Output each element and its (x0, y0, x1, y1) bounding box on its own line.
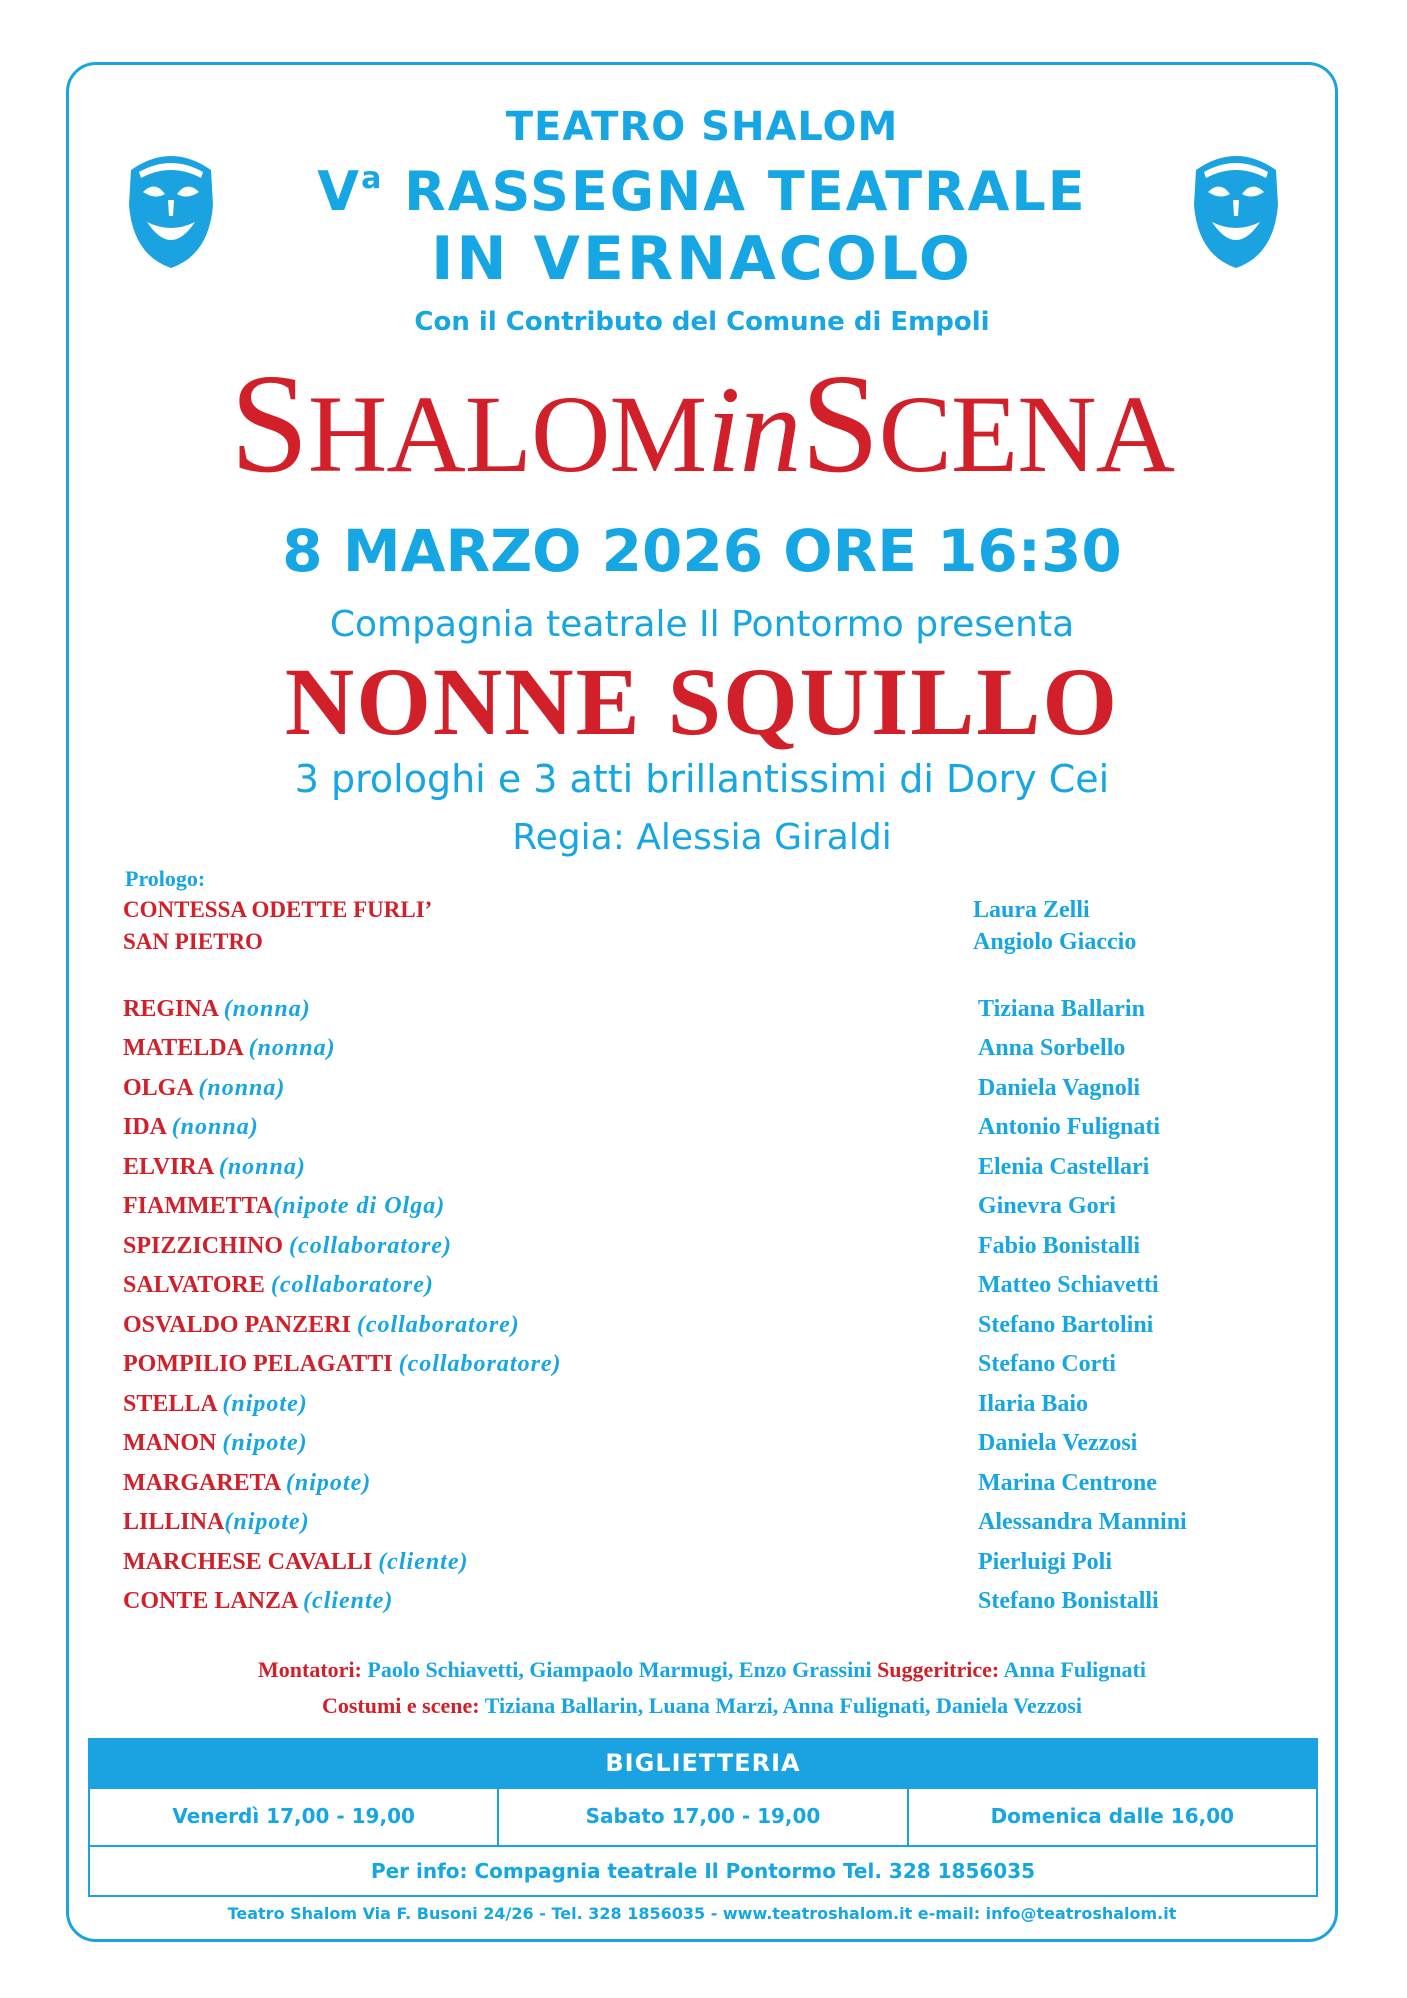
cast-row (123, 1588, 1253, 1618)
festival-title-line1 (66, 160, 1338, 223)
footer-contacts: Teatro Shalom Via F. Busoni 24/26 - Tel. 328 1856035 - www.teatroshalom.it e-mail: info@teatroshalom.it (227, 1904, 1177, 1923)
role-name: MANON (nipote) (123, 1430, 308, 1456)
role-note: (nipote) (222, 1391, 308, 1417)
hours-sunday: Domenica dalle 16,00 (990, 1804, 1235, 1828)
role-note: (nonna) (248, 1035, 336, 1061)
costumes-names: Tiziana Ballarin, Luana Marzi, Anna Fulignati, Daniela Vezzosi (484, 1693, 1083, 1718)
actor-name: Elenia Castellari (978, 1154, 1150, 1180)
presenter-line: Compagnia teatrale Il Pontormo presenta (329, 604, 1075, 645)
brand-in: in (706, 361, 801, 498)
role-name: MARCHESE CAVALLI (cliente) (123, 1549, 469, 1575)
role-name: LILLINA(nipote) (123, 1509, 310, 1535)
cast-row (123, 1351, 1253, 1381)
actor-name: Angiolo Giaccio (973, 929, 1137, 955)
hours-friday: Venerdì 17,00 - 19,00 (90, 1789, 499, 1845)
festival-ordinal: V (317, 160, 362, 223)
cast-row (123, 1154, 1253, 1184)
cast-row (123, 1114, 1253, 1144)
role-note: (nipote di Olga) (273, 1193, 446, 1219)
theatre-name: TEATRO SHALOM (505, 104, 899, 150)
actor-name: Anna Sorbello (978, 1035, 1126, 1061)
cast-row (123, 1509, 1253, 1539)
event-date-time: 8 MARZO 2026 ORE 16:30 (282, 517, 1122, 585)
role-note: (nonna) (171, 1114, 259, 1140)
role-name: MATELDA (nonna) (123, 1035, 336, 1061)
cast-row (123, 1312, 1253, 1342)
festival-title-line2: IN VERNACOLO (431, 224, 973, 294)
cast-row (123, 996, 1253, 1026)
role-note: (nonna) (223, 996, 311, 1022)
cast-row (123, 1233, 1253, 1263)
role-name: CONTESSA ODETTE FURLI’ (123, 897, 433, 922)
mounters-names: Paolo Schiavetti, Giampaolo Marmugi, Enzo Grassini (367, 1657, 878, 1682)
role-note: (nipote) (224, 1509, 310, 1535)
actor-name: Laura Zelli (973, 897, 1090, 923)
role-name: OSVALDO PANZERI (collaboratore) (123, 1312, 520, 1338)
role-note: (collaboratore) (356, 1312, 520, 1338)
box-office-title: BIGLIETTERIA (88, 1738, 1318, 1789)
role-name: SALVATORE (collaboratore) (123, 1272, 434, 1298)
actor-name: Marina Centrone (978, 1470, 1157, 1496)
prompter-label: Suggeritrice: (877, 1657, 1004, 1682)
prologue-row (123, 897, 1253, 927)
cast-row (123, 1035, 1253, 1065)
crew-credits-line1 (66, 1657, 1338, 1683)
role-name: CONTE LANZA (cliente) (123, 1588, 394, 1614)
role-name: FIAMMETTA(nipote di Olga) (123, 1193, 446, 1219)
cast-row (123, 1391, 1253, 1421)
actor-name: Fabio Bonistalli (978, 1233, 1141, 1259)
cast-row (123, 1075, 1253, 1105)
actor-name: Ilaria Baio (978, 1391, 1089, 1417)
role-note: (collaboratore) (289, 1233, 453, 1259)
role-name: STELLA (nipote) (123, 1391, 308, 1417)
prompter-name: Anna Fulignati (1003, 1657, 1146, 1682)
cast-row (123, 1430, 1253, 1460)
actor-name: Stefano Corti (978, 1351, 1116, 1377)
contribution-note: Con il Contributo del Comune di Empoli (414, 307, 990, 337)
actor-name: Daniela Vagnoli (978, 1075, 1141, 1101)
role-note: (collaboratore) (398, 1351, 562, 1377)
festival-ordinal-suffix: a (361, 161, 384, 196)
role-name: POMPILIO PELAGATTI (collaboratore) (123, 1351, 562, 1377)
festival-title-rest: RASSEGNA TEATRALE (383, 160, 1087, 223)
role-note: (collaboratore) (270, 1272, 434, 1298)
role-note: (cliente) (378, 1549, 469, 1575)
cast-row (123, 1193, 1253, 1223)
brand-logo-text (66, 344, 1338, 502)
brand-initial-s: S (229, 344, 308, 502)
actor-name: Pierluigi Poli (978, 1549, 1112, 1575)
crew-credits-line2 (66, 1693, 1338, 1719)
brand-scena: CENA (878, 373, 1175, 495)
box-office-hours (88, 1789, 1318, 1847)
actor-name: Stefano Bonistalli (978, 1588, 1159, 1614)
show-title: NONNE SQUILLO (284, 648, 1120, 755)
role-note: (nipote) (285, 1470, 372, 1496)
role-name: OLGA (nonna) (123, 1075, 286, 1101)
cast-row (123, 1549, 1253, 1579)
actor-name: Matteo Schiavetti (978, 1272, 1159, 1298)
prologue-label: Prologo: (125, 866, 206, 891)
prologue-row (123, 929, 1253, 959)
role-name: IDA (nonna) (123, 1114, 259, 1140)
role-name: MARGARETA (nipote) (123, 1470, 372, 1496)
director-credit: Regia: Alessia Giraldi (512, 817, 892, 858)
brand-shalom: HALOM (307, 373, 707, 495)
role-name: SAN PIETRO (123, 929, 263, 954)
cast-row (123, 1272, 1253, 1302)
role-name: REGINA (nonna) (123, 996, 311, 1022)
info-contact: Per info: Compagnia teatrale Il Pontormo Tel. 328 1856035 (88, 1847, 1318, 1897)
actor-name: Antonio Fulignati (978, 1114, 1161, 1140)
brand-initial-s2: S (800, 344, 879, 502)
actor-name: Alessandra Mannini (978, 1509, 1187, 1535)
role-name: SPIZZICHINO (collaboratore) (123, 1233, 453, 1259)
role-name: ELVIRA (nonna) (123, 1154, 306, 1180)
actor-name: Ginevra Gori (978, 1193, 1116, 1219)
show-subtitle: 3 prologhi e 3 atti brillantissimi di Dory Cei (294, 757, 1110, 801)
hours-saturday: Sabato 17,00 - 19,00 (499, 1789, 908, 1845)
actor-name: Stefano Bartolini (978, 1312, 1154, 1338)
actor-name: Daniela Vezzosi (978, 1430, 1138, 1456)
role-note: (nonna) (218, 1154, 306, 1180)
cast-row (123, 1470, 1253, 1500)
mounters-label: Montatori: (258, 1657, 368, 1682)
role-note: (nipote) (222, 1430, 308, 1456)
role-note: (cliente) (303, 1588, 394, 1614)
costumes-label: Costumi e scene: (321, 1693, 485, 1718)
role-note: (nonna) (198, 1075, 286, 1101)
actor-name: Tiziana Ballarin (978, 996, 1145, 1022)
